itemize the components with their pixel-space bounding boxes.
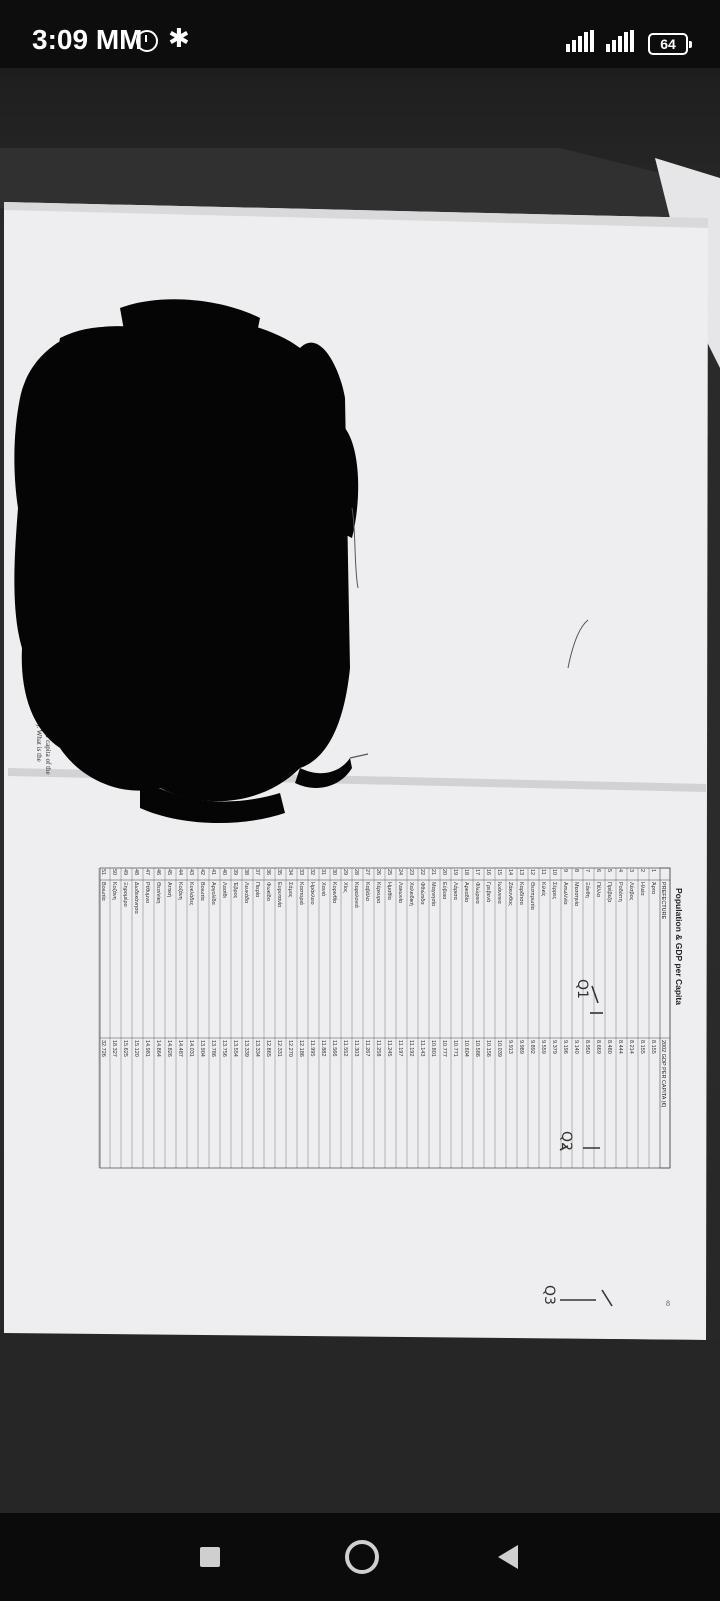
row-gdp: 12.331 [276, 1040, 282, 1057]
row-gdp: 12.270 [287, 1040, 293, 1057]
row-prefecture: Γρεβενά [485, 882, 491, 903]
row-prefecture: Χαλκιδική [408, 882, 414, 906]
triangle-back-icon[interactable] [498, 1545, 518, 1569]
row-gdp: 11.258 [375, 1040, 381, 1057]
row-prefecture: Εύβοια [441, 882, 447, 900]
row-number: 4 [617, 869, 623, 873]
row-gdp: 8.669 [595, 1040, 601, 1054]
row-prefecture: Άρτα [650, 882, 656, 894]
row-gdp: 10.777 [441, 1040, 447, 1057]
row-gdp: 11.303 [353, 1040, 359, 1057]
row-prefecture: Λευκάδα [243, 882, 249, 904]
row-gdp: 13.554 [232, 1040, 238, 1057]
row-gdp: 11.143 [419, 1040, 425, 1057]
row-number: 15 [496, 869, 502, 876]
row-gdp: 8.214 [628, 1040, 634, 1054]
circle-icon[interactable] [345, 1540, 379, 1574]
row-prefecture: Δωδεκάνησα [133, 882, 139, 914]
row-gdp: 14.864 [155, 1040, 161, 1057]
row-gdp: 9.559 [540, 1040, 546, 1054]
row-prefecture: Καρδίτσα [518, 882, 524, 905]
row-number: 14 [507, 869, 513, 876]
row-prefecture: Λακωνία [397, 882, 403, 903]
row-gdp: 8.155 [650, 1040, 656, 1054]
row-gdp: 13.339 [243, 1040, 249, 1057]
row-number: 19 [452, 869, 458, 876]
row-prefecture: Βοιωτία [199, 882, 205, 901]
row-gdp: 11.552 [342, 1040, 348, 1057]
row-number: 2 [639, 869, 645, 873]
row-number: 8 [573, 869, 579, 873]
annotation-q2: Q2 [558, 1131, 574, 1151]
row-number: 48 [133, 869, 139, 876]
photo-image [0, 68, 720, 1513]
row-number: 51 [100, 869, 106, 876]
row-gdp: 32.726 [100, 1040, 106, 1057]
row-gdp: 8.480 [606, 1040, 612, 1054]
row-number: 22 [419, 869, 425, 876]
annotation-q1: Q1 [574, 979, 590, 999]
row-number: 43 [188, 869, 194, 876]
row-prefecture: Αργολίδα [210, 882, 216, 905]
row-prefecture: Ηλεία [639, 882, 645, 896]
page-number-8: 8 [666, 1299, 670, 1308]
row-prefecture: Ζάκυνθος [507, 882, 513, 906]
row-prefecture: Κυκλάδες [188, 882, 194, 906]
row-prefecture: Κεφαλονιά [353, 882, 359, 908]
row-gdp: 10.156 [485, 1040, 491, 1057]
row-prefecture: Μεσσηνία [573, 882, 579, 907]
row-number: 10 [551, 869, 557, 876]
row-gdp: 9.989 [518, 1040, 524, 1054]
row-gdp: 12.865 [265, 1040, 271, 1057]
row-prefecture: Πέλλα [595, 882, 601, 898]
row-number: 5 [606, 869, 612, 873]
row-gdp: 12.186 [298, 1040, 304, 1057]
row-number: 47 [144, 869, 150, 876]
row-prefecture: Πιερία [254, 882, 260, 898]
row-gdp: 10.039 [496, 1040, 502, 1057]
row-number: 36 [265, 869, 271, 876]
header-prefecture: PREFECTURE [660, 882, 666, 920]
row-number: 12 [529, 869, 535, 876]
row-gdp: 11.566 [331, 1040, 337, 1057]
row-gdp: 8.950 [584, 1040, 590, 1054]
row-number: 31 [320, 869, 326, 876]
battery-icon: 64 [648, 33, 688, 55]
row-prefecture: Κοζάνη [177, 882, 183, 900]
clock-time: 3:09 MM [32, 24, 143, 55]
row-gdp: 10.586 [474, 1040, 480, 1057]
signal-icon [566, 30, 598, 52]
row-prefecture: Ημαθία [386, 882, 392, 900]
row-prefecture: Καστοριά [298, 882, 304, 905]
row-prefecture: Αιτωλ/νία [562, 882, 568, 905]
row-number: 1 [650, 869, 656, 873]
row-prefecture: Βοιωτία [100, 882, 106, 901]
row-prefecture: Σέρρες [551, 882, 557, 900]
row-number: 46 [155, 869, 161, 876]
redaction-blob [14, 299, 358, 823]
row-prefecture: Κορινθία [331, 882, 337, 904]
row-gdp: 9.379 [551, 1040, 557, 1054]
row-number: 42 [199, 869, 205, 876]
row-prefecture: Χανιά [320, 882, 326, 896]
row-number: 25 [386, 869, 392, 876]
row-number: 7 [584, 869, 590, 873]
row-number: 40 [221, 869, 227, 876]
square-icon[interactable] [200, 1547, 220, 1567]
row-number: 32 [309, 869, 315, 876]
row-prefecture: Ρέθυμνο [144, 882, 150, 904]
row-gdp: 9.196 [562, 1040, 568, 1054]
row-number: 37 [254, 869, 260, 876]
row-number: 9 [562, 869, 568, 873]
row-number: 45 [166, 869, 172, 876]
status-bar [0, 0, 720, 68]
row-prefecture: Θεσ/νίκη [155, 882, 161, 904]
table-title: Population & GDP per Capita [674, 888, 684, 1005]
row-prefecture: Λάρισα [452, 882, 458, 900]
row-gdp: 9.140 [573, 1040, 579, 1054]
row-number: 24 [397, 869, 403, 876]
row-number: 3 [628, 869, 634, 873]
annotation-q3: Q3 [541, 1285, 557, 1305]
row-number: 50 [111, 869, 117, 876]
row-number: 26 [375, 869, 381, 876]
row-prefecture: Φθιώτιδα [419, 882, 425, 905]
row-prefecture: Αττική [166, 882, 172, 898]
row-prefecture: Φλώρινα [474, 882, 480, 904]
row-number: 38 [243, 869, 249, 876]
row-gdp: 10.604 [463, 1040, 469, 1057]
row-gdp: 10.801 [430, 1040, 436, 1057]
row-number: 35 [276, 869, 282, 876]
alarm-clock-icon [136, 30, 158, 52]
row-gdp: 8.155 [639, 1040, 645, 1054]
row-prefecture: Σάμος [287, 882, 293, 898]
row-gdp: 13.334 [254, 1040, 260, 1057]
row-gdp: 8.444 [617, 1040, 623, 1054]
row-prefecture: Φωκίδα [265, 882, 271, 901]
row-gdp: 14.031 [188, 1040, 194, 1057]
row-number: 20 [441, 869, 447, 876]
row-prefecture: Ροδόπη [617, 882, 623, 902]
row-number: 16 [485, 869, 491, 876]
row-gdp: 11.192 [408, 1040, 414, 1057]
row-prefecture: Ξηρομέρο [122, 882, 128, 907]
row-gdp: 14.981 [144, 1040, 150, 1057]
row-gdp: 14.826 [166, 1040, 172, 1057]
row-prefecture: Ευρυτανία [276, 882, 282, 908]
row-prefecture: Κέρκυρα [375, 882, 381, 904]
row-number: 18 [463, 869, 469, 876]
row-number: 17 [474, 869, 480, 876]
row-number: 44 [177, 869, 183, 876]
photo-viewer[interactable] [0, 68, 720, 1513]
row-gdp: 15.120 [133, 1040, 139, 1057]
gear-icon: ✱ [168, 24, 190, 54]
header-gdp: 2002 GDP PER CAPITA (€) [660, 1040, 666, 1108]
row-gdp: 13.786 [210, 1040, 216, 1057]
row-number: 34 [287, 869, 293, 876]
row-prefecture: Μαγνησία [430, 882, 436, 907]
row-gdp: 11.245 [386, 1040, 392, 1057]
row-gdp: 13.756 [221, 1040, 227, 1057]
row-number: 39 [232, 869, 238, 876]
row-prefecture: Κοζάνη [111, 882, 117, 900]
row-prefecture: Χίος [342, 882, 348, 893]
row-number: 11 [540, 869, 546, 875]
row-prefecture: Ηράκλειο [309, 882, 315, 905]
row-number: 49 [122, 869, 128, 876]
row-number: 41 [210, 869, 216, 876]
row-prefecture: Έβρος [232, 882, 238, 899]
row-number: 13 [518, 869, 524, 876]
row-prefecture: Θεσπρωτία [529, 882, 535, 910]
row-prefecture: Πρέβεζα [606, 882, 612, 903]
row-prefecture: Ιωάννινα [496, 882, 502, 904]
navigation-bar [0, 1513, 720, 1601]
signal-icon-2 [606, 30, 638, 52]
row-gdp: 11.267 [364, 1040, 370, 1057]
row-prefecture: Λέσβος [628, 882, 634, 901]
row-prefecture: Λασίθι [221, 882, 227, 898]
row-number: 30 [331, 869, 337, 876]
row-gdp: 14.487 [177, 1040, 183, 1057]
row-gdp: 13.904 [199, 1040, 205, 1057]
row-number: 29 [342, 869, 348, 876]
row-gdp: 15.625 [122, 1040, 128, 1057]
row-number: 6 [595, 869, 601, 873]
row-prefecture: Κιλκίς [540, 882, 546, 897]
row-gdp: 11.995 [309, 1040, 315, 1057]
row-number: 21 [430, 869, 436, 876]
row-gdp: 9.892 [529, 1040, 535, 1054]
row-gdp: 11.197 [397, 1040, 403, 1057]
row-gdp: 10.771 [452, 1040, 458, 1057]
row-number: 33 [298, 869, 304, 876]
row-prefecture: Αρκαδία [463, 882, 469, 903]
row-gdp: 18.327 [111, 1040, 117, 1057]
row-gdp: 11.882 [320, 1040, 326, 1057]
row-gdp: 9.913 [507, 1040, 513, 1054]
row-number: 23 [408, 869, 414, 876]
row-prefecture: Ξάνθη [584, 882, 590, 898]
row-number: 28 [353, 869, 359, 876]
row-number: 27 [364, 869, 370, 876]
row-prefecture: Καβάλα [364, 882, 370, 901]
